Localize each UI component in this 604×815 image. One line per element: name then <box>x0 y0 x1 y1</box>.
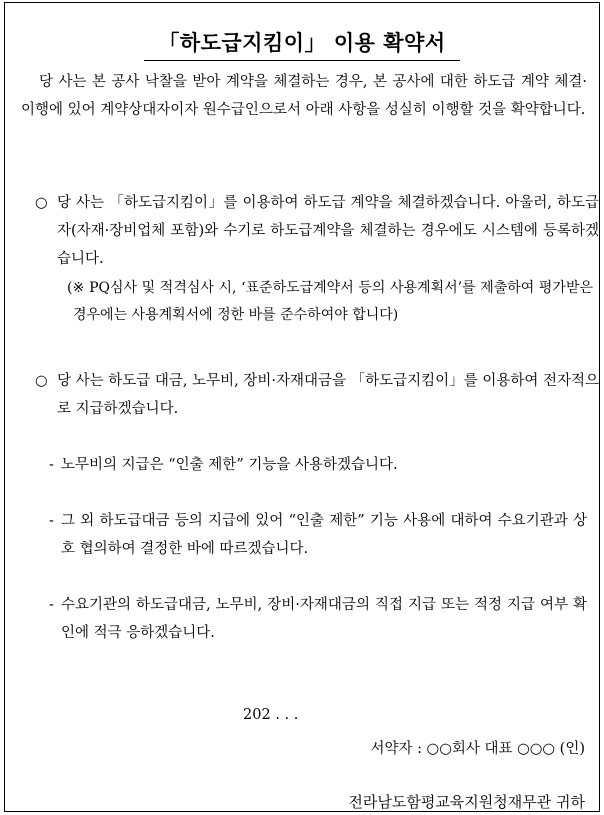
item-1-note: (※ PQ심사 및 적격심사 시, ‘표준하도급계약서 등의 사용계획서’를 제출하여 평가받은 경우에는 사용계획서에 정한 바를 준수하여야 합니다) <box>67 280 593 323</box>
sub-item-2-dash: - <box>49 513 54 529</box>
sub-item-3-dash: - <box>49 597 54 613</box>
signer-line: 서약자 : ○○회사 대표 ○○○ (인) <box>370 741 585 757</box>
document-page <box>4 2 600 812</box>
sub-item-1-dash: - <box>49 457 54 473</box>
sub-item-1-text: 노무비의 지급은 “인출 제한” 기능을 사용하겠습니다. <box>61 457 398 473</box>
item-1-text: 당 사는 「하도급지킴이」를 이용하여 하도급 계약을 체결하겠습니다. 아울러, 하도급자(자재·장비업체 포함)와 수기로 하도급계약을 체결하는 경우에도 시스템에 등록하겠습니다. <box>57 195 599 267</box>
sub-item-2-text: 그 외 하도급대금 등의 지급에 있어 “인출 제한” 기능 사용에 대하여 수요기관과 상호 협의하여 결정한 바에 따르겠습니다. <box>61 513 587 557</box>
document-title-row <box>5 27 599 61</box>
item-1-bullet: ○ <box>35 195 48 211</box>
item-2-text: 당 사는 하도급 대금, 노무비, 장비·자재대금을 「하도급지킴이」를 이용하여 전자적으로 지급하겠습니다. <box>57 373 599 417</box>
recipient-line: 전라남도함평교육지원청재무관 귀하 <box>348 793 585 811</box>
intro-paragraph: 당 사는 본 공사 낙찰을 받아 계약을 체결하는 경우, 본 공사에 대한 하도급 계약 체결·이행에 있어 계약상대자이자 원수급인으로서 아래 사항을 성실히 이행할 것을 확약합니다. <box>21 74 587 118</box>
document-title: 「하도급지킴이」 이용 확약서 <box>144 27 459 61</box>
item-2-bullet: ○ <box>35 373 48 389</box>
document-date: 202 . . . <box>243 707 299 723</box>
sub-item-3-text: 수요기관의 하도급대금, 노무비, 장비·자재대금의 직접 지급 또는 적정 지급 여부 확인에 적극 응하겠습니다. <box>61 597 587 641</box>
